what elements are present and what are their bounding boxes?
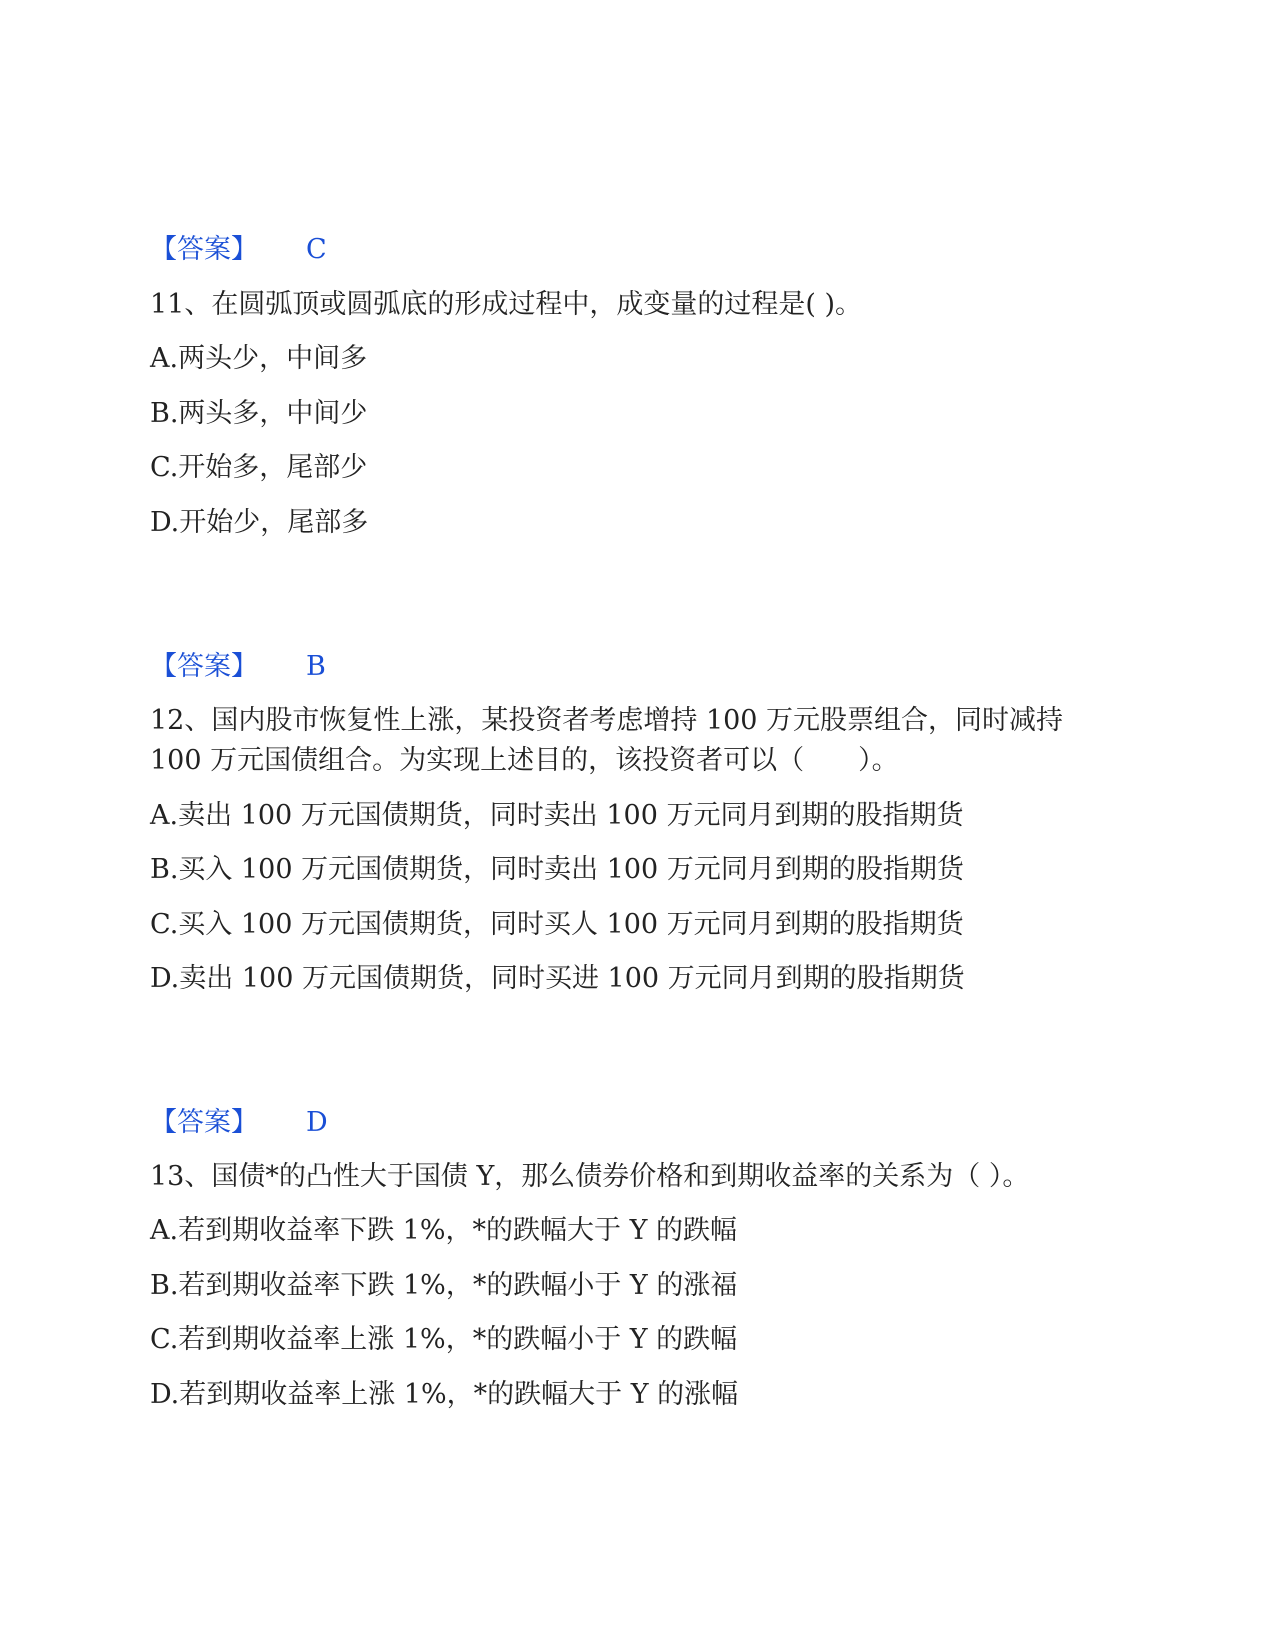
question-12-stem-line-1: 12、国内股市恢复性上涨，某投资者考虑增持 100 万元股票组合，同时减持 [150, 705, 1064, 736]
answer-value: C [306, 234, 327, 265]
question-13-option-b: B.若到期收益率下跌 1%，*的跌幅小于 Y 的涨福 [150, 1270, 738, 1301]
answer-label: 【答案】 [150, 651, 258, 682]
question-11-option-d: D.开始少，尾部多 [150, 507, 369, 538]
question-11-stem: 11、在圆弧顶或圆弧底的形成过程中，成变量的过程是( )。 [150, 289, 863, 320]
answer-block-3 [150, 1106, 328, 1140]
question-11-option-a: A.两头少，中间多 [150, 343, 368, 374]
answer-label: 【答案】 [150, 1107, 258, 1138]
answer-block-2 [150, 650, 326, 684]
answer-block-1 [150, 233, 327, 267]
question-11-option-b: B.两头多，中间少 [150, 398, 368, 429]
answer-value: D [306, 1107, 328, 1138]
question-12-stem-line-2: 100 万元国债组合。为实现上述目的，该投资者可以（ ）。 [150, 745, 899, 776]
question-13-option-d: D.若到期收益率上涨 1%，*的跌幅大于 Y 的涨幅 [150, 1379, 739, 1410]
question-12-option-d: D.卖出 100 万元国债期货，同时买进 100 万元同月到期的股指期货 [150, 963, 965, 994]
question-12-option-b: B.买入 100 万元国债期货，同时卖出 100 万元同月到期的股指期货 [150, 854, 964, 885]
question-11-option-c: C.开始多，尾部少 [150, 452, 368, 483]
answer-label: 【答案】 [150, 234, 258, 265]
question-12-option-c: C.买入 100 万元国债期货，同时买人 100 万元同月到期的股指期货 [150, 909, 964, 940]
question-13-stem: 13、国债*的凸性大于国债 Y，那么债券价格和到期收益率的关系为（ ）。 [150, 1161, 1030, 1192]
answer-value: B [306, 651, 326, 682]
question-12-option-a: A.卖出 100 万元国债期货，同时卖出 100 万元同月到期的股指期货 [150, 800, 964, 831]
question-13-option-c: C.若到期收益率上涨 1%，*的跌幅小于 Y 的跌幅 [150, 1324, 738, 1355]
question-13-option-a: A.若到期收益率下跌 1%，*的跌幅大于 Y 的跌幅 [150, 1215, 737, 1246]
